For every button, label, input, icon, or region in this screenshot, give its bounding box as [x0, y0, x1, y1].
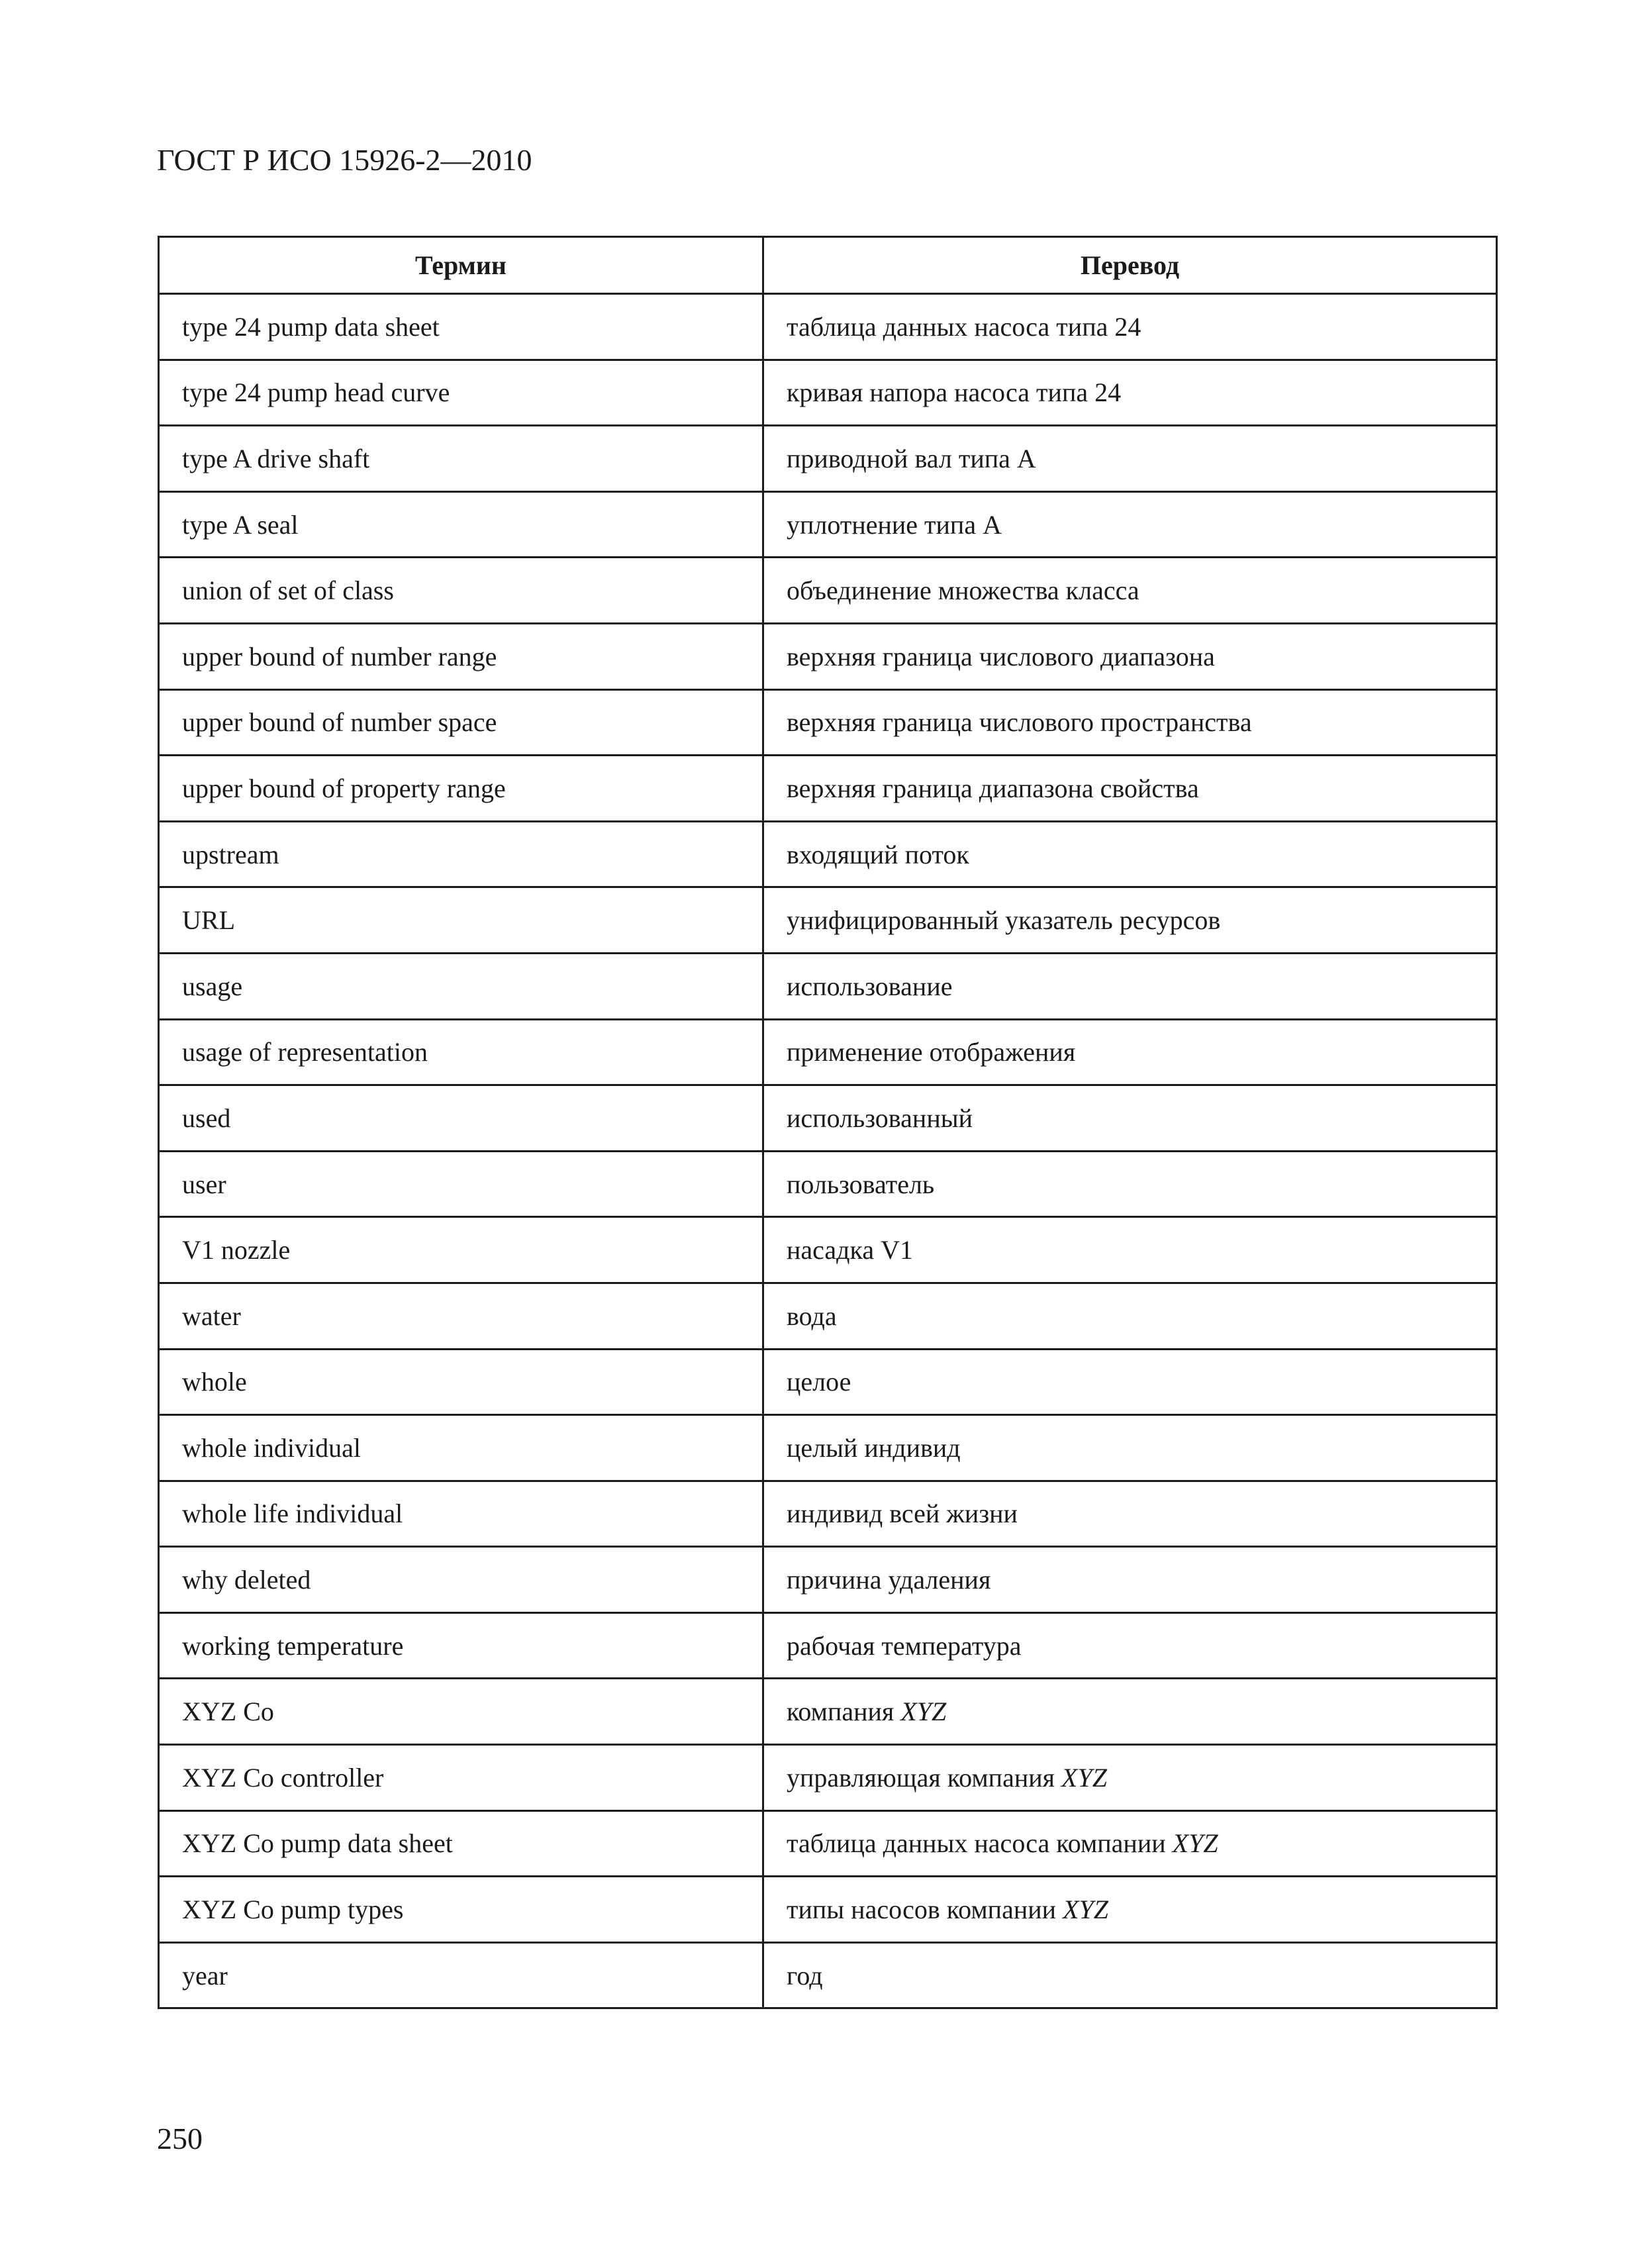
translation-cell [763, 1679, 1497, 1745]
table-row [159, 1547, 1497, 1613]
translation-cell: уплотнение типа A [763, 491, 1497, 558]
table-row [159, 426, 1497, 492]
term-cell: working temperature [159, 1612, 763, 1679]
table-row [159, 491, 1497, 558]
table-row [159, 1085, 1497, 1152]
term-cell: XYZ Co controller [159, 1745, 763, 1811]
table-row [159, 1151, 1497, 1217]
translation-cell: причина удаления [763, 1547, 1497, 1613]
translation-cell: пользователь [763, 1151, 1497, 1217]
translation-text: управляющая компания [787, 1762, 1062, 1793]
term-cell: V1 nozzle [159, 1217, 763, 1283]
table-row [159, 360, 1497, 426]
translation-cell: год [763, 1942, 1497, 2008]
table-row [159, 1810, 1497, 1877]
table-row [159, 623, 1497, 689]
table-row [159, 1612, 1497, 1679]
translation-cell: кривая напора насоса типа 24 [763, 360, 1497, 426]
table-row [159, 1217, 1497, 1283]
table-row [159, 953, 1497, 1019]
term-cell: XYZ Co pump types [159, 1877, 763, 1943]
translation-cell: верхняя граница числового диапазона [763, 623, 1497, 689]
translation-text: таблица данных насоса компании [787, 1828, 1173, 1859]
term-cell: whole individual [159, 1415, 763, 1481]
translation-text: типы насосов компании [787, 1895, 1063, 1925]
table-row [159, 1349, 1497, 1415]
translation-cell: вода [763, 1283, 1497, 1349]
column-header-term: Термин [159, 237, 763, 294]
table-row [159, 689, 1497, 756]
term-cell: type 24 pump head curve [159, 360, 763, 426]
term-cell: whole [159, 1349, 763, 1415]
translation-cell: целое [763, 1349, 1497, 1415]
translation-text: компания [787, 1697, 901, 1727]
table-row [159, 887, 1497, 954]
translation-cell: использование [763, 953, 1497, 1019]
page-number: 250 [157, 2122, 203, 2155]
term-cell: user [159, 1151, 763, 1217]
translation-cell: таблица данных насоса типа 24 [763, 294, 1497, 360]
translation-cell: целый индивид [763, 1415, 1497, 1481]
term-cell: usage of representation [159, 1019, 763, 1085]
table-row [159, 1679, 1497, 1745]
term-cell: used [159, 1085, 763, 1152]
term-cell: why deleted [159, 1547, 763, 1613]
term-cell: union of set of class [159, 558, 763, 624]
table-row [159, 558, 1497, 624]
table-row [159, 1877, 1497, 1943]
term-cell: upper bound of number range [159, 623, 763, 689]
table-row [159, 1942, 1497, 2008]
term-cell: upstream [159, 821, 763, 887]
column-header-translation: Перевод [763, 237, 1497, 294]
translation-cell: верхняя граница числового пространства [763, 689, 1497, 756]
translation-cell [763, 1745, 1497, 1811]
document-header: ГОСТ Р ИСО 15926-2—2010 [157, 143, 532, 177]
term-cell: type 24 pump data sheet [159, 294, 763, 360]
term-cell: upper bound of number space [159, 689, 763, 756]
translation-cell: входящий поток [763, 821, 1497, 887]
translation-cell [763, 1810, 1497, 1877]
table-row [159, 1019, 1497, 1085]
term-cell: XYZ Co pump data sheet [159, 1810, 763, 1877]
table-row [159, 1283, 1497, 1349]
translation-cell: рабочая температура [763, 1612, 1497, 1679]
company-name-italic: XYZ [1063, 1895, 1108, 1925]
term-cell: type A seal [159, 491, 763, 558]
translation-cell: насадка V1 [763, 1217, 1497, 1283]
term-cell: URL [159, 887, 763, 954]
company-name-italic: XYZ [900, 1697, 947, 1727]
term-cell: upper bound of property range [159, 756, 763, 822]
table-header-row [159, 237, 1497, 294]
translation-cell: объединение множества класса [763, 558, 1497, 624]
company-name-italic: XYZ [1061, 1762, 1107, 1793]
table-row [159, 1745, 1497, 1811]
terms-table [158, 236, 1498, 2009]
translation-cell: использованный [763, 1085, 1497, 1152]
term-cell: usage [159, 953, 763, 1019]
term-cell: year [159, 1942, 763, 2008]
company-name-italic: XYZ [1172, 1828, 1218, 1859]
term-cell: XYZ Co [159, 1679, 763, 1745]
translation-cell: индивид всей жизни [763, 1481, 1497, 1547]
translation-cell: верхняя граница диапазона свойства [763, 756, 1497, 822]
term-cell: whole life individual [159, 1481, 763, 1547]
table-row [159, 756, 1497, 822]
table-row [159, 821, 1497, 887]
translation-cell: приводной вал типа A [763, 426, 1497, 492]
term-cell: water [159, 1283, 763, 1349]
table-row [159, 1415, 1497, 1481]
table-row [159, 294, 1497, 360]
table-row [159, 1481, 1497, 1547]
translation-cell: унифицированный указатель ресурсов [763, 887, 1497, 954]
translation-cell [763, 1877, 1497, 1943]
term-cell: type A drive shaft [159, 426, 763, 492]
translation-cell: применение отображения [763, 1019, 1497, 1085]
